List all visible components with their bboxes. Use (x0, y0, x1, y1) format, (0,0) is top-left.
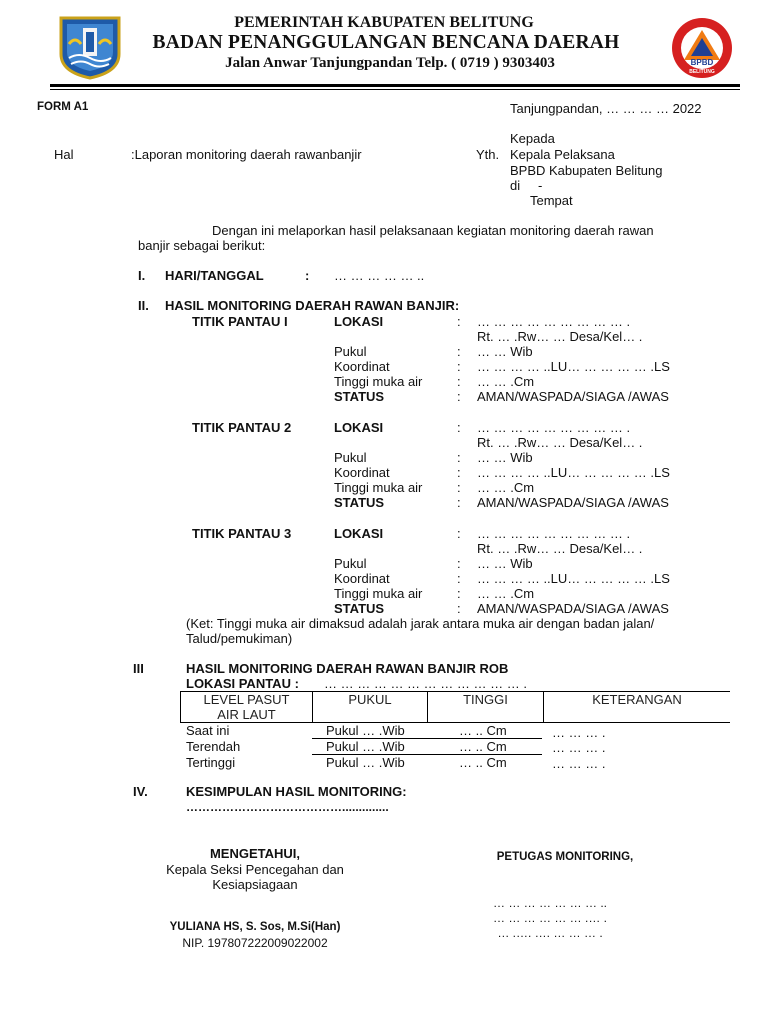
point-lokasi-value: … … … … … … … … … . (477, 314, 631, 329)
colon: : (457, 526, 461, 541)
colon: : (457, 450, 461, 465)
colon: : (457, 314, 461, 329)
header-keterangan: KETERANGAN (592, 692, 682, 707)
point-tinggi-value: … … .Cm (477, 374, 535, 389)
recipient-yth: Yth. (476, 147, 500, 162)
point-lokasi-value: … … … … … … … … … . (477, 526, 631, 541)
point-lokasi-label: LOKASI (334, 420, 384, 435)
section1-number: I. (138, 268, 146, 283)
table-row-pukul: Pukul … .Wib (326, 739, 405, 754)
signature-left-nip: NIP. 197807222009022002 (182, 936, 328, 950)
intro-line1: Dengan ini melaporkan hasil pelaksanaan kegiatan monitoring daerah rawan (212, 223, 654, 238)
form-code: FORM A1 (37, 101, 89, 113)
point-status-value: AMAN/WASPADA/SIAGA /AWAS (477, 389, 669, 404)
hal-label: Hal (54, 147, 74, 162)
point-rt: Rt. … .Rw… … Desa/Kel… . (477, 541, 643, 556)
point-koordinat-value: … … … … ..LU… … … … … .LS (477, 359, 670, 374)
point-status-value: AMAN/WASPADA/SIAGA /AWAS (477, 601, 669, 616)
table-row-tinggi: … .. Cm (459, 755, 507, 770)
colon: : (457, 601, 461, 616)
point-pukul-label: Pukul (334, 344, 367, 359)
point-koordinat-label: Koordinat (334, 465, 390, 480)
table-row-level: Tertinggi (186, 755, 236, 770)
section3-number: III (133, 661, 144, 676)
place-date: Tanjungpandan, … … … … 2022 (510, 101, 702, 116)
point-status-label: STATUS (334, 389, 385, 404)
recipient-line2: BPBD Kabupaten Belitung (510, 163, 663, 178)
table-row-level: Saat ini (186, 723, 230, 738)
intro-line2: banjir sebagai berikut: (138, 238, 266, 253)
colon: : (457, 359, 461, 374)
section3-lokasi-value: … … … … … … … … … … … … . (324, 676, 527, 691)
point-status-label: STATUS (334, 601, 385, 616)
letterhead-line3: Jalan Anwar Tanjungpandan Telp. ( 0719 ) 9303403 (225, 55, 555, 71)
bpbd-logo-text: BPBD (690, 58, 714, 67)
table-row-ket: … … … . (552, 756, 606, 771)
point-status-value: AMAN/WASPADA/SIAGA /AWAS (477, 495, 669, 510)
section1-colon: : (305, 268, 310, 283)
point-pukul-value: … … Wib (477, 556, 533, 571)
table-row-ket: … … … . (552, 740, 606, 755)
header-level-pasut: LEVEL PASUT (203, 692, 290, 707)
signature-right-title: PETUGAS MONITORING, (496, 851, 634, 863)
point-pukul-value: … … Wib (477, 344, 533, 359)
point-lokasi-label: LOKASI (334, 526, 384, 541)
section3-lokasi-label: LOKASI PANTAU : (186, 676, 299, 691)
letterhead-line1: PEMERINTAH KABUPATEN BELITUNG (234, 14, 534, 31)
signature-right-line2: … … … … … … .… . (492, 911, 607, 925)
table-row-level: Terendah (186, 739, 241, 754)
table-header-border (180, 722, 730, 723)
point-title: TITIK PANTAU 3 (192, 526, 292, 541)
recipient-kepada: Kepada (510, 131, 555, 146)
point-pukul-label: Pukul (334, 556, 367, 571)
table-row-ket: … … … . (552, 725, 606, 740)
point-pukul-value: … … Wib (477, 450, 533, 465)
point-lokasi-value: … … … … … … … … … . (477, 420, 631, 435)
recipient-tempat: Tempat (530, 193, 573, 208)
point-pukul-label: Pukul (334, 450, 367, 465)
section1-label: HARI/TANGGAL (165, 268, 264, 283)
header-air-laut: AIR LAUT (217, 707, 276, 722)
table-row-pukul: Pukul … .Wib (326, 723, 405, 738)
point-rt: Rt. … .Rw… … Desa/Kel… . (477, 435, 643, 450)
header-pukul: PUKUL (348, 692, 392, 707)
table-row-tinggi: … .. Cm (459, 723, 507, 738)
letterhead-line2: BADAN PENANGGULANGAN BENCANA DAERAH (152, 32, 620, 53)
bpbd-logo (670, 16, 734, 80)
section1-value: … … … … … .. (334, 268, 425, 283)
point-koordinat-label: Koordinat (334, 571, 390, 586)
recipient-dash: - (538, 178, 543, 193)
section4-number: IV. (133, 784, 148, 799)
colon: : (457, 495, 461, 510)
section3-title: HASIL MONITORING DAERAH RAWAN BANJIR ROB (186, 661, 509, 676)
colon: : (457, 420, 461, 435)
colon: : (457, 389, 461, 404)
recipient-di: di (510, 178, 521, 193)
colon: : (457, 556, 461, 571)
point-koordinat-value: … … … … ..LU… … … … … .LS (477, 571, 670, 586)
signature-right-line1: … … … … … … … .. (492, 896, 607, 910)
colon: : (457, 374, 461, 389)
colon: : (457, 586, 461, 601)
signature-left-mengetahui: MENGETAHUI, (209, 846, 301, 861)
signature-right-line3: … .…. …. … … … . (497, 926, 603, 940)
signature-left-jabatan-line2: Kesiapsiagaan (212, 877, 298, 892)
section2-note-line1: (Ket: Tinggi muka air dimaksud adalah jarak antara muka air dengan badan jalan/ (186, 616, 655, 631)
table-row-pukul: Pukul … .Wib (326, 755, 405, 770)
section4-title: KESIMPULAN HASIL MONITORING: (186, 784, 407, 799)
point-tinggi-value: … … .Cm (477, 586, 535, 601)
section2-title: HASIL MONITORING DAERAH RAWAN BANJIR: (165, 298, 460, 313)
point-tinggi-label: Tinggi muka air (334, 586, 423, 601)
point-title: TITIK PANTAU 2 (192, 420, 292, 435)
hal-value: :Laporan monitoring daerah rawanbanjir (131, 147, 362, 162)
section2-note-line2: Talud/pemukiman) (186, 631, 293, 646)
point-lokasi-label: LOKASI (334, 314, 384, 329)
point-rt: Rt. … .Rw… … Desa/Kel… . (477, 329, 643, 344)
section2-number: II. (138, 298, 149, 313)
point-tinggi-value: … … .Cm (477, 480, 535, 495)
point-tinggi-label: Tinggi muka air (334, 374, 423, 389)
letterhead-divider-thin (50, 89, 740, 90)
colon: : (457, 571, 461, 586)
point-koordinat-label: Koordinat (334, 359, 390, 374)
recipient-line1: Kepala Pelaksana (510, 147, 615, 162)
section4-dots: ………………………………….............. (186, 800, 389, 814)
bpbd-logo-ring-text: BELITUNG (689, 69, 715, 75)
colon: : (457, 480, 461, 495)
point-koordinat-value: … … … … ..LU… … … … … .LS (477, 465, 670, 480)
point-status-label: STATUS (334, 495, 385, 510)
point-tinggi-label: Tinggi muka air (334, 480, 423, 495)
header-tinggi: TINGGI (463, 692, 508, 707)
signature-left-name: YULIANA HS, S. Sos, M.Si(Han) (169, 921, 341, 933)
letterhead-divider (50, 84, 740, 87)
colon: : (457, 344, 461, 359)
point-title: TITIK PANTAU I (192, 314, 288, 329)
signature-left-jabatan-line1: Kepala Seksi Pencegahan dan (166, 862, 344, 877)
table-row-tinggi: … .. Cm (459, 739, 507, 754)
colon: : (457, 465, 461, 480)
